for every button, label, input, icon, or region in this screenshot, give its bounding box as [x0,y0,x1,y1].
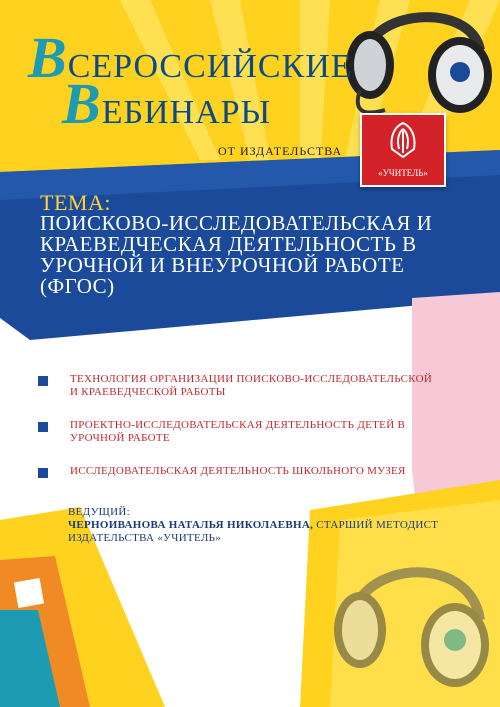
host-details [68,519,468,545]
host-label: ВЕДУЩИЙ: [68,506,130,518]
topic-block [40,192,480,297]
topic-label: ТЕМА: [40,190,111,215]
list-item-text: ИССЛЕДОВАТЕЛЬСКАЯ ДЕЯТЕЛЬНОСТЬ ШКОЛЬНОГО МУЗЕЯ [70,465,406,477]
square-bullet-icon [38,468,48,478]
publisher-text: ОТ ИЗДАТЕЛЬСТВА [218,144,343,158]
square-bullet-icon [38,376,48,386]
bullet-list [38,373,438,498]
list-item [38,373,438,399]
title-1-initial: В [28,25,68,90]
title-1-rest: СЕРОССИЙСКИЕ [67,48,353,85]
uchitel-logo [360,113,446,187]
title-line-2 [62,70,271,137]
host-block [68,506,468,545]
list-item [38,465,438,478]
title-2-initial: В [62,71,102,136]
list-item-text: ПРОЕКТНО-ИССЛЕДОВАТЕЛЬСКАЯ ДЕЯТЕЛЬНОСТЬ ДЕТЕЙ В УРОЧНОЙ РАБОТЕ [70,419,406,444]
list-item-text: ТЕХНОЛОГИЯ ОРГАНИЗАЦИИ ПОИСКОВО-ИССЛЕДОВАТЕЛЬСКОЙ И КРАЕВЕДЧЕСКОЙ РАБОТЫ [70,373,433,398]
logo-label: «УЧИТЕЛЬ» [378,168,428,178]
headset-icon-faded [320,540,500,700]
host-name: ЧЕРНОИВАНОВА НАТАЛЬЯ НИКОЛАЕВНА, [68,519,314,531]
title-2-rest: ЕБИНАРЫ [101,94,272,131]
list-item [38,419,438,445]
uchitel-logo-icon [386,121,420,159]
headset-icon [330,0,500,120]
topic-text: ПОИСКОВО-ИССЛЕДОВАТЕЛЬСКАЯ И КРАЕВЕДЧЕСКАЯ ДЕЯТЕЛЬНОСТЬ В УРОЧНОЙ И ВНЕУРОЧНОЙ РАБОТЕ (ФГОС) [40,211,433,298]
host-role: СТАРШИЙ МЕТОДИСТ ИЗДАТЕЛЬСТВА «УЧИТЕЛЬ» [68,519,439,544]
square-bullet-icon [38,422,48,432]
